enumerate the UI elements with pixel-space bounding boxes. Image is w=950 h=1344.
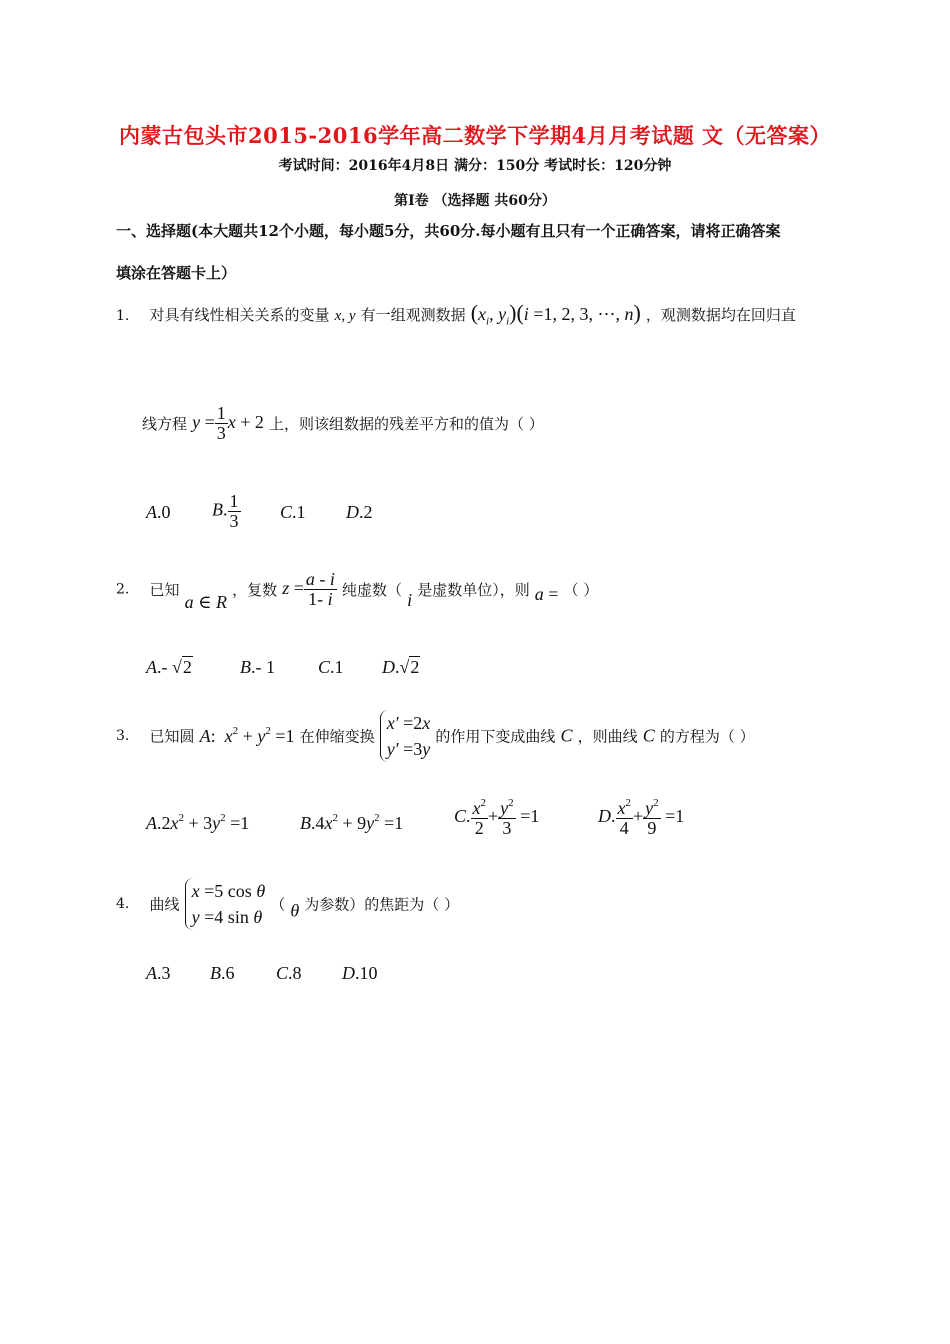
- question-text: 在伸缩变换: [299, 727, 375, 746]
- exam-info: 考试时间：2016年4月8日 满分：150分 考试时长：120分钟: [278, 158, 672, 174]
- choice-a[interactable]: A.3: [146, 963, 171, 983]
- question-3-line: [116, 710, 755, 762]
- question-1-line1: [116, 300, 796, 328]
- question-text: 上，则该组数据的残差平方和的值为（ ）: [269, 414, 544, 433]
- math-scaling-transform: x′ =2x y′ =3y: [380, 710, 431, 762]
- question-text: （: [270, 895, 286, 914]
- question-number: 1.: [116, 308, 130, 324]
- choice-b[interactable]: $B.4x^2 + 9y^2 =1$: [300, 812, 404, 833]
- choice-d[interactable]: D.2: [346, 502, 373, 522]
- choice-d[interactable]: D.√2: [382, 657, 420, 677]
- question-text: 有一组观测数据: [360, 306, 466, 324]
- question-text: 是虚数单位），则: [417, 580, 530, 599]
- question-number: 2.: [116, 581, 130, 598]
- section-instructions-line1: 一、选择题(本大题共12个小题，每小题5分，共60分.每小题有且只有一个正确答案，请将正确答案: [116, 222, 781, 240]
- question-1-line2: [142, 404, 544, 443]
- choice-c[interactable]: C.1: [318, 657, 344, 677]
- math-complex-number: z = $\frac{a - i}{1- i}$: [282, 569, 335, 609]
- choice-d[interactable]: D.10: [342, 963, 378, 983]
- question-number: 4.: [116, 896, 130, 913]
- math-theta: θ: [290, 900, 300, 921]
- choice-b[interactable]: B.- 1: [240, 657, 275, 677]
- part-heading: 第Ⅰ卷 （选择题 共60分）: [394, 193, 556, 209]
- question-number: 3.: [116, 728, 130, 745]
- choice-a[interactable]: A.0: [146, 502, 171, 522]
- question-text: 曲线: [149, 895, 180, 914]
- question-text: （ ）: [563, 580, 599, 599]
- question-text: ，观测数据均在回归直: [645, 306, 796, 324]
- choice-a[interactable]: $A.2x^2 + 3y^2 =1$: [146, 812, 250, 833]
- choice-c[interactable]: C. $\frac{x^2}{2}$ + $\frac{y^2}{3}$ =1: [454, 797, 540, 838]
- math-parametric-curve: x =5 cos θ y =4 sin θ: [185, 878, 266, 930]
- question-text: 的作用下变成曲线: [435, 727, 556, 746]
- choice-b[interactable]: B. $\frac{1}{3}$: [212, 491, 239, 531]
- math-a-equals: a =: [534, 583, 559, 604]
- question-text: 的方程为（ ）: [659, 727, 755, 746]
- question-text: ，复数: [232, 580, 278, 599]
- question-text: ，则曲线: [577, 727, 638, 746]
- choice-c[interactable]: C.8: [276, 963, 302, 983]
- math-i: i: [407, 589, 413, 610]
- math-circle-equation: A: $x^2 + y^2 =1$: [199, 725, 295, 747]
- choice-a[interactable]: A.- √2: [146, 657, 192, 677]
- question-2-line: [116, 570, 598, 613]
- section-instructions-line2: 填涂在答题卡上）: [116, 264, 237, 282]
- question-text: 为参数）的焦距为（ ）: [304, 895, 460, 914]
- question-text: 线方程: [142, 414, 188, 433]
- math-curve-c: C: [560, 725, 573, 746]
- math-curve-c: C: [642, 725, 655, 746]
- math-regression-equation: y = $\frac{1}{3}$ x + 2: [192, 403, 264, 443]
- question-text: 已知圆: [149, 727, 195, 746]
- choice-b[interactable]: B.6: [210, 963, 235, 983]
- question-4-line: [116, 878, 459, 930]
- math-data-points: ($x_i$, $y_i)(i =1$, 2, 3, ⋯, n): [470, 300, 641, 328]
- math-a-in-r: a ∈ R: [184, 591, 227, 612]
- question-text: 对具有线性相关关系的变量: [149, 306, 330, 324]
- question-text: 纯虚数（: [341, 580, 402, 599]
- page-title: 内蒙古包头市2015-2016学年高二数学下学期4月月考试题 文（无答案）: [118, 123, 832, 148]
- choice-d[interactable]: D. $\frac{x^2}{4}$ + $\frac{y^2}{9}$ =1: [598, 797, 685, 838]
- choice-c[interactable]: C.1: [280, 502, 306, 522]
- question-text: 已知: [149, 580, 180, 599]
- math-variables: x, y: [334, 308, 356, 324]
